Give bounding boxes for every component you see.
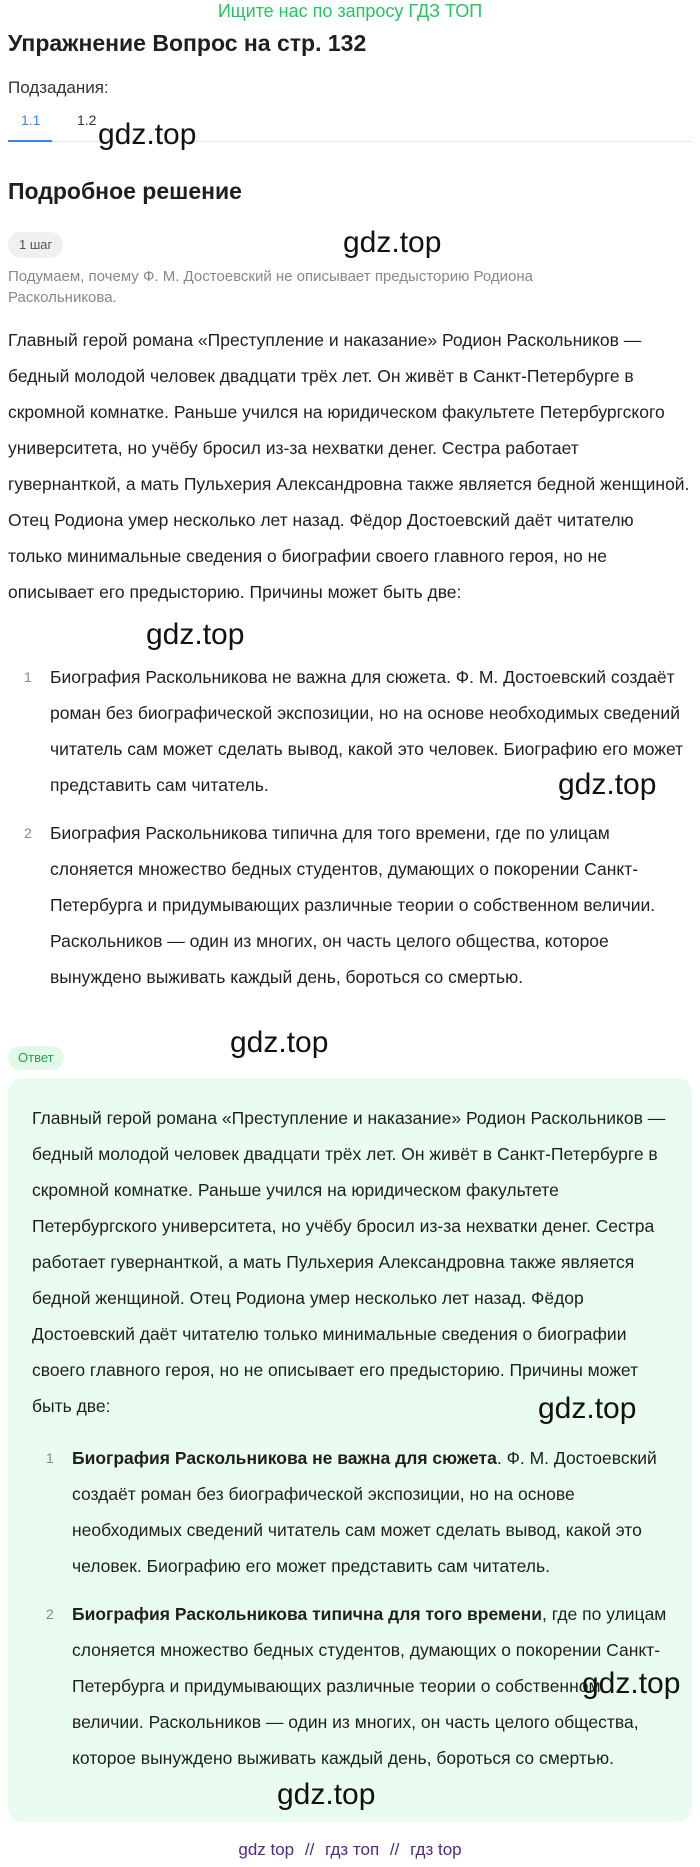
step-caption: Подумаем, почему Ф. М. Достоевский не описывает предысторию Родиона Раскольникова. bbox=[8, 268, 533, 306]
list-item bbox=[32, 1440, 672, 1584]
tab-1-2[interactable]: 1.2 bbox=[77, 112, 97, 128]
footer-link-gdz-top[interactable]: gdz top bbox=[238, 1840, 295, 1859]
footer-separator: // bbox=[304, 1840, 315, 1859]
list-item-text: , где по улицам слоняется множество бедных студентов, думающих о покорении Санкт-Петербурга и придумывающих различные теории о собственном величии. Раскольников — один из многих, он часть целого общества, которое вынуждено выживать каждый день, бороться со смертью. bbox=[72, 1604, 667, 1768]
section-title: Подробное решение bbox=[8, 178, 242, 204]
subtasks-label: Подзадания: bbox=[8, 78, 109, 97]
watermark: gdz.top bbox=[146, 618, 245, 651]
list-item-text: . Ф. М. Достоевский создаёт роман без биографической экспозиции, но на основе необходимых сведений читатель сам может сделать вывод, какой это человек. Биографию его может представить сам читатель. bbox=[72, 1448, 657, 1576]
list-item-text: Биография Раскольникова типична для того времени, где по улицам слоняется множество бедных студентов, думающих о покорении Санкт-Петербурга и придумывающих различные теории о собственном величии. Раскольников — один из многих, он часть целого общества, которое вынуждено выживать каждый день, бороться со смертью. bbox=[50, 823, 656, 987]
watermark: gdz.top bbox=[343, 226, 442, 259]
watermark: gdz.top bbox=[538, 1392, 637, 1425]
watermark: gdz.top bbox=[98, 118, 197, 151]
watermark: gdz.top bbox=[558, 768, 657, 801]
top-banner: Ищите нас по запросу ГДЗ ТОП bbox=[217, 1, 483, 21]
list-item bbox=[32, 1596, 672, 1776]
solution-list bbox=[8, 659, 692, 995]
list-number: 2 bbox=[24, 825, 32, 841]
footer-links bbox=[0, 1840, 700, 1860]
step-badge: 1 шаг bbox=[8, 232, 63, 258]
list-item-lead: Биография Раскольникова не важна для сюжета bbox=[72, 1448, 497, 1468]
footer-link-gdz-top-mixed[interactable]: гдз top bbox=[410, 1840, 462, 1859]
answer-paragraph: Главный герой романа «Преступление и наказание» Родион Раскольников — бедный молодой человек двадцати трёх лет. Он живёт в Санкт-Петербурге в скромной комнатке. Раньше учился на юридическом факультете Петербургского университета, но учёбу бросил из-за нехватки денег. Сестра работает гувернанткой, а мать Пульхерия Александровна также является бедной женщиной. Отец Родиона умер несколько лет назад. Фёдор Достоевский даёт читателю только минимальные сведения о биографии своего главного героя, но не описывает его предысторию. Причины может быть две: bbox=[32, 1108, 666, 1416]
watermark: gdz.top bbox=[230, 1026, 329, 1059]
watermark: gdz.top bbox=[582, 1667, 681, 1700]
page-title: Упражнение Вопрос на стр. 132 bbox=[8, 30, 367, 56]
list-item bbox=[8, 815, 692, 995]
tab-1-1[interactable]: 1.1 bbox=[21, 112, 41, 128]
answer-badge: Ответ bbox=[8, 1046, 64, 1070]
active-tab-indicator bbox=[8, 140, 52, 142]
list-number: 2 bbox=[46, 1606, 54, 1622]
answer-list bbox=[32, 1440, 672, 1776]
list-item-lead: Биография Раскольникова типична для того времени bbox=[72, 1604, 542, 1624]
footer-link-gdz-top-ru[interactable]: гдз топ bbox=[325, 1840, 380, 1859]
watermark: gdz.top bbox=[277, 1778, 376, 1811]
list-number: 1 bbox=[46, 1450, 54, 1466]
list-item-text: Биография Раскольникова не важна для сюжета. Ф. М. Достоевский создаёт роман без биографической экспозиции, но на основе необходимых сведений читатель сам может сделать вывод, какой это человек. Биографию его может представить сам читатель. bbox=[50, 667, 684, 795]
footer-separator: // bbox=[389, 1840, 400, 1859]
solution-paragraph: Главный герой романа «Преступление и наказание» Родион Раскольников — бедный молодой человек двадцати трёх лет. Он живёт в Санкт-Петербурге в скромной комнатке. Раньше учился на юридическом факультете Петербургского университета, но учёбу бросил из-за нехватки денег. Сестра работает гувернанткой, а мать Пульхерия Александровна также является бедной женщиной. Отец Родиона умер несколько лет назад. Фёдор Достоевский даёт читателю только минимальные сведения о биографии своего главного героя, но не описывает его предысторию. Причины может быть две: bbox=[8, 330, 690, 602]
list-number: 1 bbox=[24, 669, 32, 685]
